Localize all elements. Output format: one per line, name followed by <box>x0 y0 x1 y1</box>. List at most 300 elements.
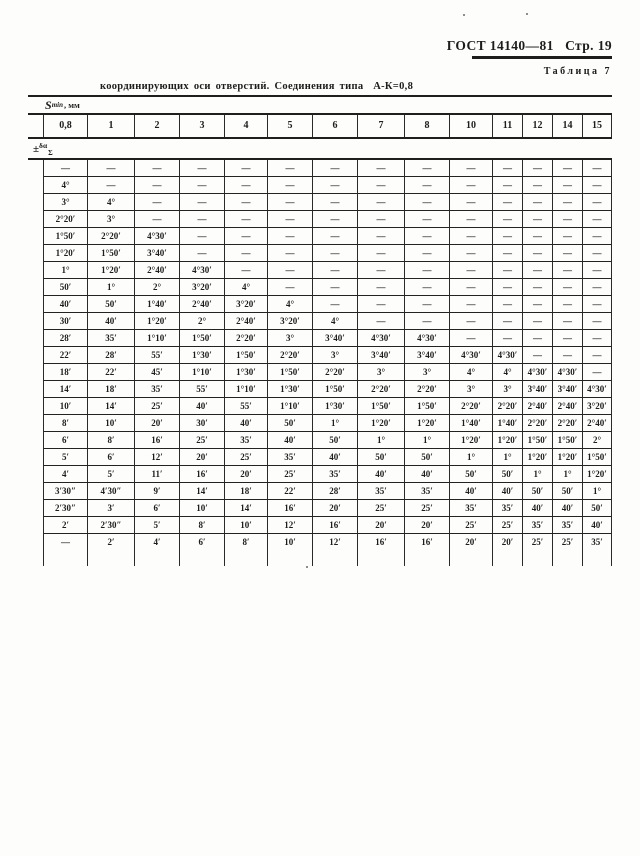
table-cell: 1°50′ <box>583 449 612 466</box>
table-cell: 25′ <box>405 500 450 517</box>
table-cell: — <box>268 177 313 194</box>
table-cell: 2°20′ <box>313 364 358 381</box>
table-cell: 20′ <box>493 534 523 551</box>
column-line <box>450 551 493 566</box>
table-cell: 3°40′ <box>358 347 405 364</box>
table-cell: — <box>43 160 88 177</box>
table-cell: 4° <box>225 279 268 296</box>
table-cell: — <box>583 364 612 381</box>
table-cell: — <box>405 177 450 194</box>
table-cell: 25′ <box>523 534 553 551</box>
table-cell: 18′ <box>225 483 268 500</box>
table-number-label: Таблица 7 <box>543 66 612 77</box>
table-cell: 25′ <box>553 534 583 551</box>
table-cell: — <box>268 228 313 245</box>
table-cell: — <box>313 211 358 228</box>
table-cell: 3° <box>450 381 493 398</box>
table-cell: — <box>553 347 583 364</box>
table-cell: — <box>583 160 612 177</box>
table-cell: — <box>313 194 358 211</box>
table-cell: 40′ <box>225 415 268 432</box>
table-cell: 22′ <box>88 364 135 381</box>
table-cell: — <box>493 194 523 211</box>
column-header: 6 <box>313 115 358 137</box>
table-row <box>43 177 612 194</box>
table-cell: — <box>135 160 180 177</box>
table-cell: — <box>450 262 493 279</box>
table-cell: 40′ <box>583 517 612 534</box>
column-header-row <box>43 115 612 137</box>
table-cell: 20′ <box>225 466 268 483</box>
table-cell: 4° <box>43 177 88 194</box>
table-cell: 9′ <box>135 483 180 500</box>
table-cell: — <box>493 313 523 330</box>
table-cell: 3° <box>405 364 450 381</box>
table-cell: 4°30′ <box>493 347 523 364</box>
table-cell: — <box>493 296 523 313</box>
table-row <box>43 466 612 483</box>
table-row <box>43 211 612 228</box>
table-cell: 40′ <box>493 483 523 500</box>
table-cell: — <box>405 194 450 211</box>
table-cell: 4°30′ <box>553 364 583 381</box>
table-cell: 3°20′ <box>180 279 225 296</box>
table-cell: 1°20′ <box>405 415 450 432</box>
table-cell: 2°20′ <box>450 398 493 415</box>
table-cell: 8′ <box>43 415 88 432</box>
smin-subscript: min <box>51 101 63 109</box>
column-header: 8 <box>405 115 450 137</box>
table-cell: 20′ <box>358 517 405 534</box>
table-cell: — <box>553 211 583 228</box>
table-cell: — <box>358 313 405 330</box>
table-cell: 1° <box>553 466 583 483</box>
doc-header-underline <box>472 56 612 59</box>
table-cell: — <box>313 296 358 313</box>
table-cell: 1°50′ <box>313 381 358 398</box>
table-cell: 1°30′ <box>180 347 225 364</box>
table-cell: 18′ <box>43 364 88 381</box>
column-header: 7 <box>358 115 405 137</box>
smin-symbol: S <box>45 97 52 112</box>
table-row <box>43 398 612 415</box>
table-cell: 50′ <box>43 279 88 296</box>
table-cell: — <box>493 330 523 347</box>
table-cell: — <box>405 262 450 279</box>
table-cell: 20′ <box>135 415 180 432</box>
table-cell: 18′ <box>88 381 135 398</box>
table-cell: 4′30″ <box>88 483 135 500</box>
smin-header <box>28 97 612 113</box>
table-cell: 2° <box>135 279 180 296</box>
table-cell: — <box>553 313 583 330</box>
table-cell: 16′ <box>405 534 450 551</box>
table-cell: — <box>313 228 358 245</box>
table-cell: 28′ <box>88 347 135 364</box>
table-cell: — <box>523 279 553 296</box>
column-line <box>180 551 225 566</box>
table-cell: — <box>583 313 612 330</box>
table-cell: 1°20′ <box>43 245 88 262</box>
alpha-plusminus: ± <box>33 142 40 155</box>
table-cell: 1°50′ <box>225 347 268 364</box>
table-cell: 2°20′ <box>225 330 268 347</box>
smin-unit: , мм <box>63 100 80 110</box>
table-cell: — <box>583 177 612 194</box>
table-cell: 16′ <box>313 517 358 534</box>
table-cell: 50′ <box>268 415 313 432</box>
table-cell: 4°30′ <box>523 364 553 381</box>
table-cell: 50′ <box>523 483 553 500</box>
table-row <box>43 245 612 262</box>
table-cell: — <box>553 194 583 211</box>
table-cell: 40′ <box>405 466 450 483</box>
table-cell: — <box>523 330 553 347</box>
table-cell: — <box>358 194 405 211</box>
table-cell: 40′ <box>313 449 358 466</box>
table-cell: 1°20′ <box>88 262 135 279</box>
table-cell: 50′ <box>313 432 358 449</box>
column-line <box>583 551 612 566</box>
table-cell: 2°40′ <box>180 296 225 313</box>
table-cell: 1°50′ <box>358 398 405 415</box>
table-body <box>28 160 612 551</box>
table-cell: 8′ <box>225 534 268 551</box>
table-cell: — <box>180 177 225 194</box>
table-cell: 1° <box>358 432 405 449</box>
table-cell: 3° <box>313 347 358 364</box>
table-row <box>43 483 612 500</box>
table-cell: 2°40′ <box>225 313 268 330</box>
table-cell: — <box>583 279 612 296</box>
table-cell: 50′ <box>450 466 493 483</box>
table-caption: координирующих оси отверстий. Соединения типа А-К=0,8 <box>100 81 414 92</box>
table-cell: — <box>523 160 553 177</box>
table-cell: 10′ <box>225 517 268 534</box>
table-cell: 55′ <box>135 347 180 364</box>
table-cell: — <box>450 211 493 228</box>
table-cell: 22′ <box>43 347 88 364</box>
table-row <box>43 313 612 330</box>
table-cell: — <box>523 228 553 245</box>
table-cell: 1°10′ <box>225 381 268 398</box>
column-line <box>523 551 553 566</box>
column-header: 2 <box>135 115 180 137</box>
table-cell: 55′ <box>180 381 225 398</box>
table-cell: — <box>88 160 135 177</box>
column-header: 15 <box>583 115 612 137</box>
table-cell: 14′ <box>180 483 225 500</box>
table-cell: 40′ <box>523 500 553 517</box>
table-bottom-open-row <box>43 551 612 566</box>
table-cell: 3°40′ <box>523 381 553 398</box>
table-cell: 35′ <box>405 483 450 500</box>
column-line <box>88 551 135 566</box>
table-cell: 25′ <box>135 398 180 415</box>
table-row <box>43 364 612 381</box>
table-cell: — <box>553 160 583 177</box>
table-cell: 3° <box>493 381 523 398</box>
column-header: 14 <box>553 115 583 137</box>
table-cell: — <box>583 262 612 279</box>
table-cell: 1° <box>43 262 88 279</box>
table-cell: 1° <box>523 466 553 483</box>
table-cell: — <box>450 177 493 194</box>
table-cell: 3° <box>43 194 88 211</box>
table-cell: 4° <box>450 364 493 381</box>
table-cell: 3° <box>268 330 313 347</box>
table-cell: — <box>553 245 583 262</box>
table-cell: 20′ <box>313 500 358 517</box>
table-cell: — <box>43 534 88 551</box>
table-cell: 1°40′ <box>450 415 493 432</box>
table-cell: 20′ <box>180 449 225 466</box>
table-cell: — <box>405 160 450 177</box>
table-cell: 16′ <box>268 500 313 517</box>
table-cell: 1°30′ <box>268 381 313 398</box>
table-cell: 8′ <box>180 517 225 534</box>
table-cell: 2°40′ <box>553 398 583 415</box>
table-cell: 4°30′ <box>405 330 450 347</box>
table-cell: 1°50′ <box>553 432 583 449</box>
table-cell: 40′ <box>180 398 225 415</box>
table-cell: 1° <box>88 279 135 296</box>
table-cell: 2°40′ <box>523 398 553 415</box>
table-cell: — <box>180 160 225 177</box>
table-cell: 6′ <box>43 432 88 449</box>
table-cell: 25′ <box>180 432 225 449</box>
table-cell: 28′ <box>43 330 88 347</box>
table-cell: — <box>450 330 493 347</box>
table-cell: 3°40′ <box>313 330 358 347</box>
table-cell: — <box>268 194 313 211</box>
table-cell: 2° <box>583 432 612 449</box>
table-cell: — <box>225 228 268 245</box>
table-cell: 25′ <box>225 449 268 466</box>
table-cell: — <box>523 211 553 228</box>
table-cell: 6′ <box>180 534 225 551</box>
table-cell: — <box>405 211 450 228</box>
table-row <box>43 517 612 534</box>
table-cell: 1°50′ <box>180 330 225 347</box>
table-cell: 40′ <box>358 466 405 483</box>
table-cell: 35′ <box>268 449 313 466</box>
table-cell: 4°30′ <box>358 330 405 347</box>
table-cell: 2°20′ <box>405 381 450 398</box>
table-cell: — <box>450 160 493 177</box>
table-cell: — <box>583 330 612 347</box>
table-cell: 2′ <box>88 534 135 551</box>
table-cell: — <box>358 211 405 228</box>
table-cell: — <box>358 228 405 245</box>
table-cell: 12′ <box>268 517 313 534</box>
table-cell: 1° <box>493 449 523 466</box>
table-cell: — <box>225 160 268 177</box>
table-cell: 20′ <box>450 534 493 551</box>
table-cell: 6′ <box>135 500 180 517</box>
column-header: 5 <box>268 115 313 137</box>
table-cell: — <box>523 177 553 194</box>
table-cell: — <box>268 279 313 296</box>
table-cell: — <box>268 245 313 262</box>
alpha-symbol: δα <box>39 141 48 150</box>
column-line <box>43 551 88 566</box>
table-cell: 3°40′ <box>553 381 583 398</box>
table-cell: 2′30″ <box>43 500 88 517</box>
table-cell: — <box>405 279 450 296</box>
table-cell: 3° <box>88 211 135 228</box>
table-cell: 50′ <box>553 483 583 500</box>
table-cell: 2′ <box>43 517 88 534</box>
table-cell: 12′ <box>135 449 180 466</box>
table-cell: — <box>523 262 553 279</box>
table-cell: 50′ <box>88 296 135 313</box>
table-cell: — <box>358 177 405 194</box>
table-cell: 4° <box>493 364 523 381</box>
table-cell: — <box>225 245 268 262</box>
table-cell: — <box>450 296 493 313</box>
table-cell: 1°20′ <box>583 466 612 483</box>
table-cell: 1°10′ <box>180 364 225 381</box>
table-cell: 2°20′ <box>493 398 523 415</box>
table-cell: — <box>225 211 268 228</box>
table-cell: — <box>405 245 450 262</box>
table-row <box>43 279 612 296</box>
table-cell: 50′ <box>358 449 405 466</box>
table-cell: 30′ <box>180 415 225 432</box>
table-cell: — <box>358 296 405 313</box>
column-line <box>225 551 268 566</box>
column-header: 10 <box>450 115 493 137</box>
table-cell: — <box>450 194 493 211</box>
table-cell: 16′ <box>180 466 225 483</box>
table-cell: — <box>405 228 450 245</box>
table-cell: 2°20′ <box>88 228 135 245</box>
table-cell: — <box>523 296 553 313</box>
table-cell: 35′ <box>493 500 523 517</box>
table-cell: 35′ <box>523 517 553 534</box>
column-header: 12 <box>523 115 553 137</box>
table-row <box>43 449 612 466</box>
table-cell: — <box>268 160 313 177</box>
table-cell: — <box>583 228 612 245</box>
table-cell: 2°40′ <box>135 262 180 279</box>
table-cell: 14′ <box>43 381 88 398</box>
table-cell: — <box>583 211 612 228</box>
table-row <box>43 500 612 517</box>
table-row <box>43 160 612 177</box>
table-cell: 5′ <box>135 517 180 534</box>
column-line <box>405 551 450 566</box>
table-cell: — <box>553 330 583 347</box>
table-cell: 2°20′ <box>358 381 405 398</box>
table-cell: 14′ <box>88 398 135 415</box>
table-cell: 2°20′ <box>43 211 88 228</box>
table-cell: 2° <box>180 313 225 330</box>
table-cell: 1°50′ <box>523 432 553 449</box>
table-cell: 1°40′ <box>493 415 523 432</box>
table-cell: 3′30″ <box>43 483 88 500</box>
table-cell: 6′ <box>88 449 135 466</box>
table-row <box>43 381 612 398</box>
table-cell: 3°40′ <box>135 245 180 262</box>
table-cell: — <box>493 262 523 279</box>
table-cell: 22′ <box>268 483 313 500</box>
table-cell: — <box>553 177 583 194</box>
table-cell: — <box>180 211 225 228</box>
table-row <box>43 534 612 551</box>
table-cell: — <box>225 262 268 279</box>
scan-speck <box>526 13 528 15</box>
column-line <box>313 551 358 566</box>
table-cell: 8′ <box>88 432 135 449</box>
table-cell: — <box>405 313 450 330</box>
table-cell: — <box>135 211 180 228</box>
column-header: 11 <box>493 115 523 137</box>
table-cell: — <box>523 194 553 211</box>
table-cell: 4°30′ <box>450 347 493 364</box>
table-cell: 28′ <box>313 483 358 500</box>
scan-speck <box>306 566 308 568</box>
table-cell: 1°50′ <box>88 245 135 262</box>
table-cell: — <box>225 177 268 194</box>
table-cell: 16′ <box>135 432 180 449</box>
table-cell: 35′ <box>313 466 358 483</box>
table-cell: 35′ <box>450 500 493 517</box>
table-cell: 4′ <box>43 466 88 483</box>
table-cell: — <box>135 177 180 194</box>
table-cell: — <box>493 245 523 262</box>
table-cell: 1°10′ <box>135 330 180 347</box>
table-cell: 35′ <box>225 432 268 449</box>
table-row <box>43 347 612 364</box>
table-cell: 12′ <box>313 534 358 551</box>
table-cell: 11′ <box>135 466 180 483</box>
table-cell: — <box>450 313 493 330</box>
table-cell: 3′ <box>88 500 135 517</box>
table-cell: 1°20′ <box>450 432 493 449</box>
table-row <box>43 296 612 313</box>
table-cell: 3° <box>358 364 405 381</box>
column-line <box>268 551 313 566</box>
table-cell: — <box>358 160 405 177</box>
table-cell: 40′ <box>88 313 135 330</box>
table-cell: — <box>583 296 612 313</box>
table-cell: — <box>313 245 358 262</box>
column-header: 0,8 <box>43 115 88 137</box>
table-cell: — <box>88 177 135 194</box>
table-cell: 40′ <box>553 500 583 517</box>
table-cell: 4°30′ <box>180 262 225 279</box>
column-line <box>358 551 405 566</box>
column-header: 3 <box>180 115 225 137</box>
table-cell: — <box>268 211 313 228</box>
table-cell: — <box>135 194 180 211</box>
table-cell: — <box>583 347 612 364</box>
table-cell: — <box>553 296 583 313</box>
table-cell: — <box>493 160 523 177</box>
table-row <box>43 228 612 245</box>
table-cell: 35′ <box>358 483 405 500</box>
table-cell: 50′ <box>405 449 450 466</box>
table-cell: — <box>268 262 313 279</box>
table-cell: — <box>180 194 225 211</box>
table-cell: 50′ <box>493 466 523 483</box>
table-cell: 1° <box>583 483 612 500</box>
table-cell: 55′ <box>225 398 268 415</box>
alpha-sigma-subscript: Σ <box>48 148 53 157</box>
table-cell: — <box>450 245 493 262</box>
